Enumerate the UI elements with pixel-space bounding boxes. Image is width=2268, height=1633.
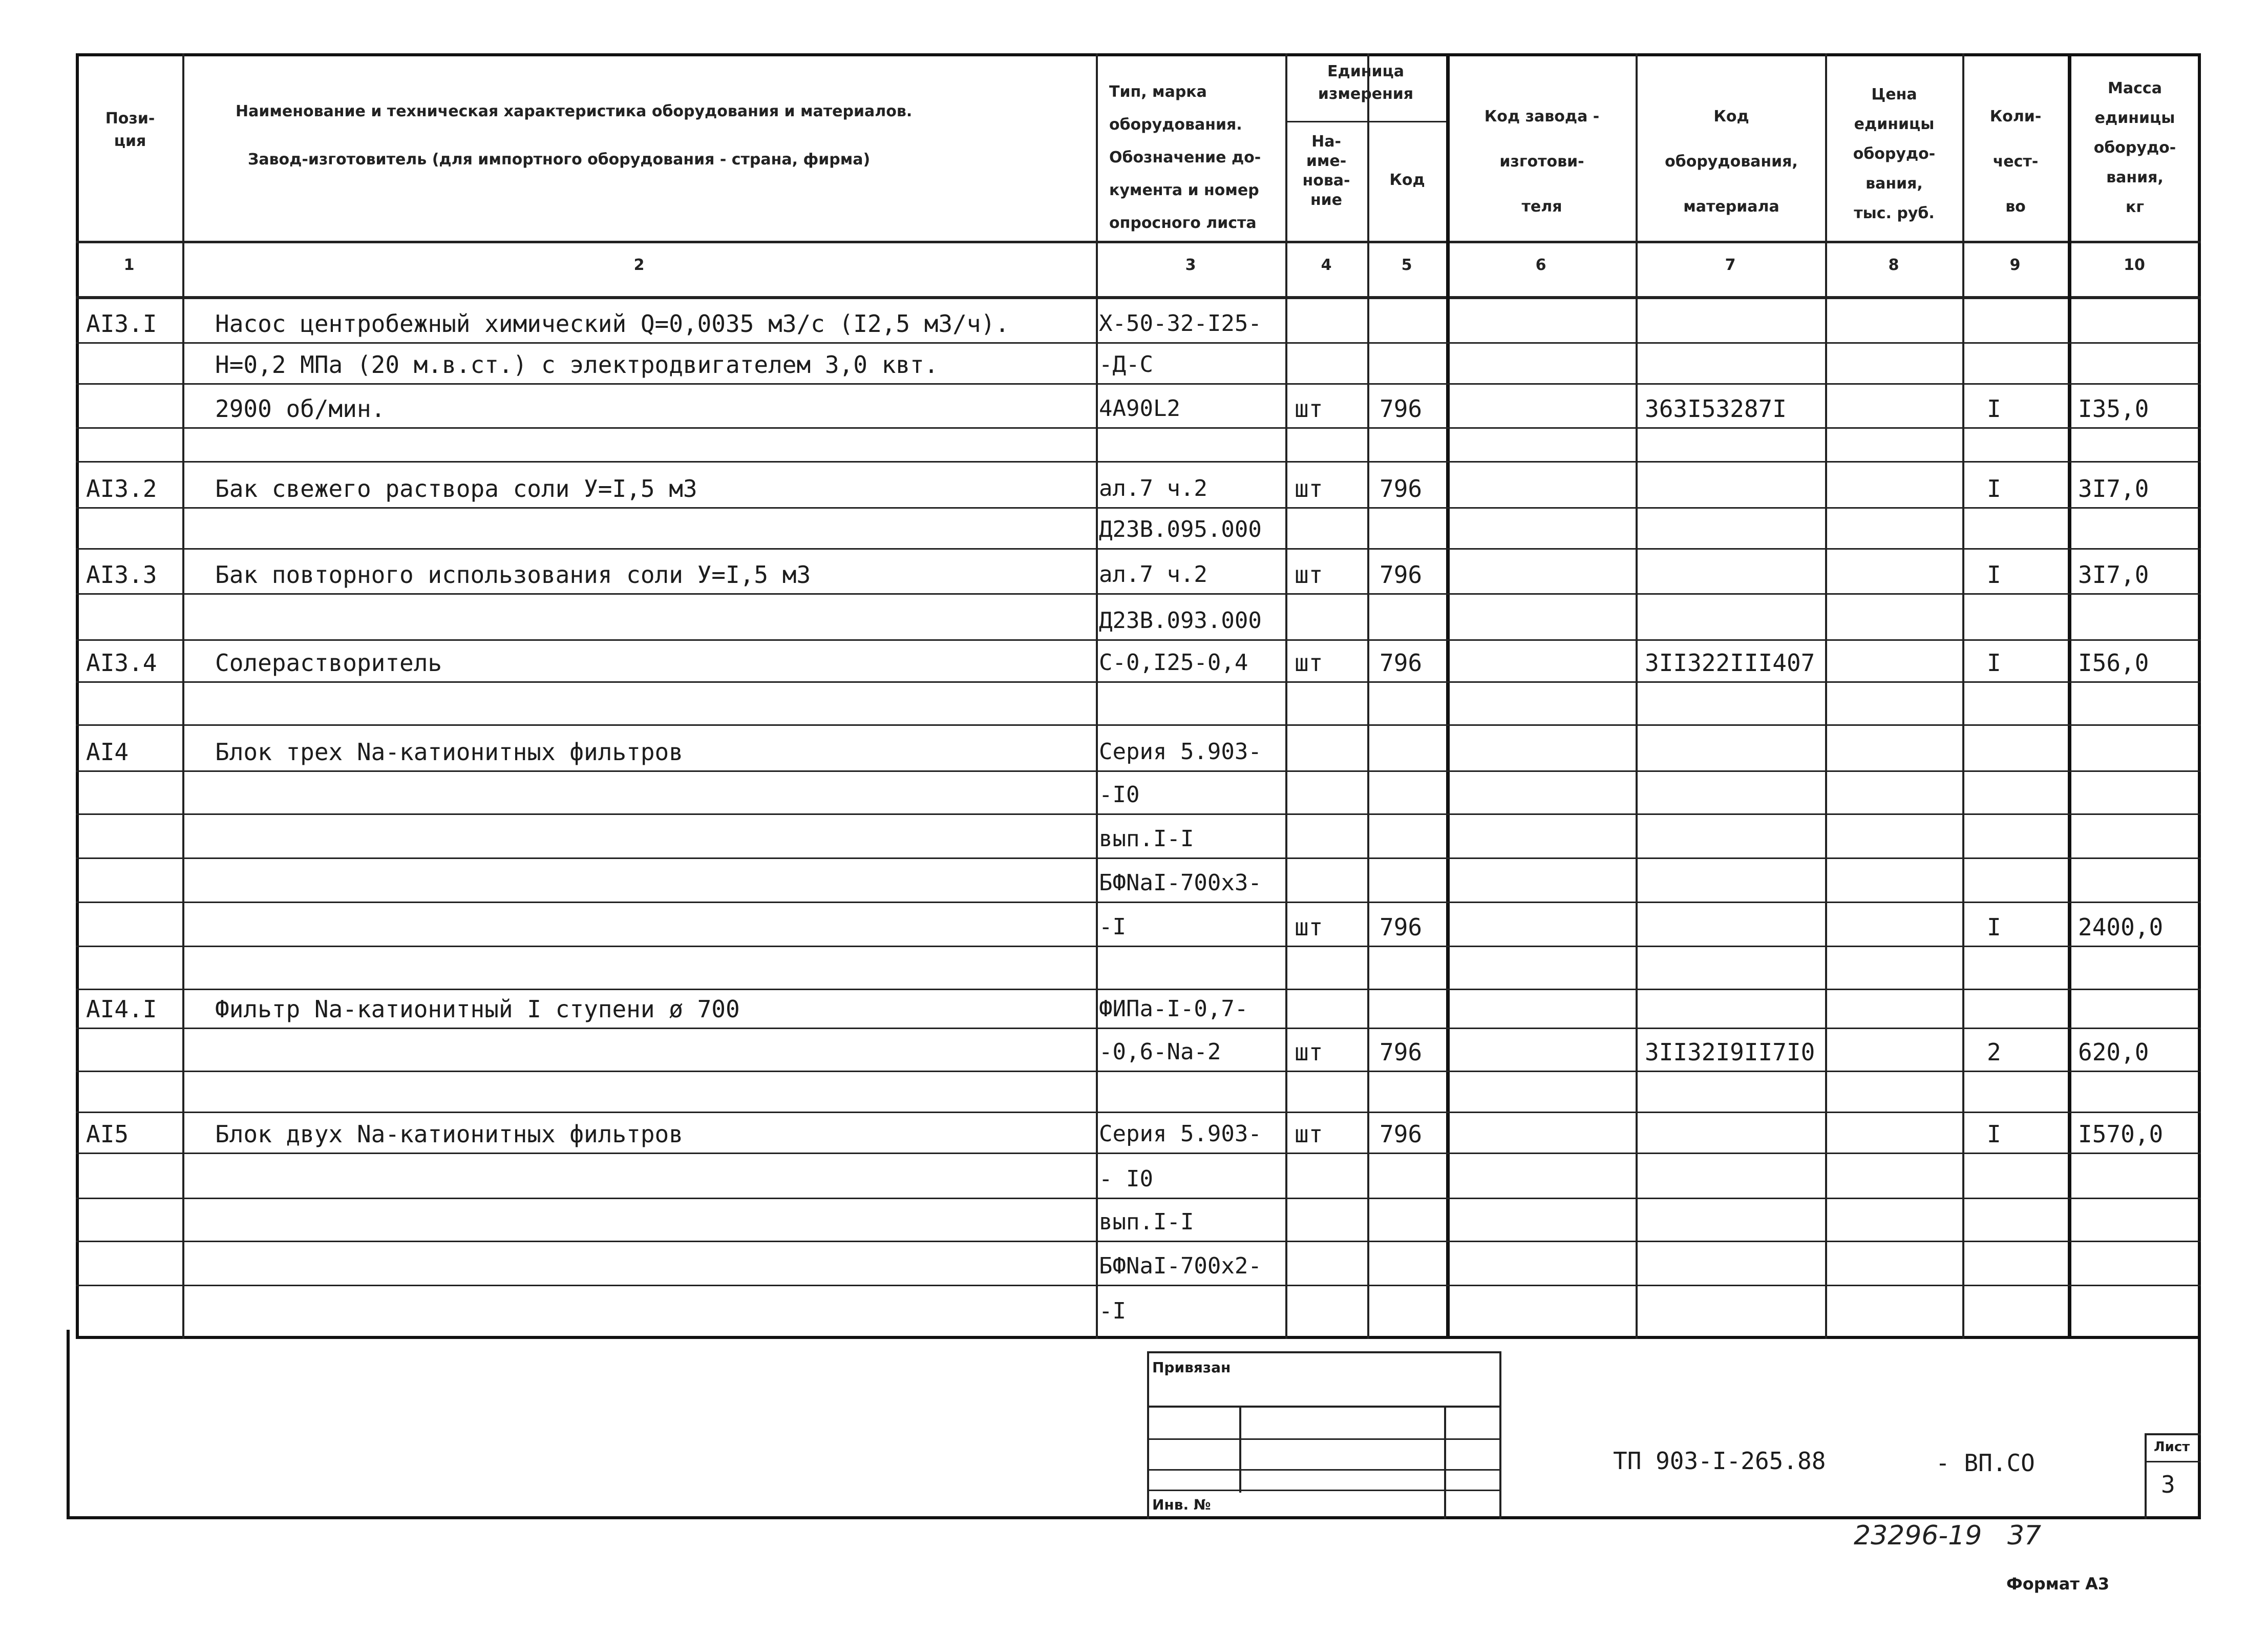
stamp-suffix: - ВП.СО <box>1936 1449 2035 1477</box>
unit-code-cell: 796 <box>1380 1038 1423 1066</box>
sheet-box-left <box>2145 1433 2147 1519</box>
row-divider <box>76 1112 2201 1113</box>
sheet-label: Лист <box>2154 1439 2190 1455</box>
unit-name-cell: шт <box>1295 561 1323 589</box>
handwritten-inventory: 23296-19 37 <box>1854 1520 2042 1551</box>
stamp-designation: ТП 903-I-265.88 <box>1613 1447 1826 1475</box>
type-cell: БФNaI-700х2- <box>1099 1253 1262 1279</box>
header-name-line1: Наименование и техническая характеристика оборудования и материалов. <box>236 102 913 120</box>
mass-cell: 2400,0 <box>2078 913 2164 941</box>
row-divider <box>76 902 2201 903</box>
stamp-inv-number: Инв. № <box>1152 1496 1211 1513</box>
type-cell: ал.7 ч.2 <box>1099 561 1207 588</box>
row-divider <box>76 1241 2201 1242</box>
quantity-cell: I <box>1987 1120 2001 1148</box>
name-cell: Блок трех Na-катионитных фильтров <box>215 738 683 766</box>
mass-cell: I570,0 <box>2078 1120 2164 1148</box>
name-cell: Блок двух Na-катионитных фильтров <box>215 1120 683 1148</box>
column-divider <box>1285 53 1287 1339</box>
equipment-code-cell: 3II32I9II7I0 <box>1645 1038 1815 1066</box>
header-quantity: Коли- чест- во <box>1989 108 2042 216</box>
header-rule <box>76 241 2201 243</box>
row-divider <box>76 770 2201 772</box>
type-cell: вып.I-I <box>1099 826 1194 852</box>
row-divider <box>76 593 2201 595</box>
unit-code-cell: 796 <box>1380 649 1423 677</box>
row-divider <box>76 1198 2201 1199</box>
name-cell: Насос центробежный химический Q=0,0035 м3/с (I2,5 м3/ч). <box>215 310 1009 338</box>
type-cell: 4А90L2 <box>1099 395 1180 422</box>
row-divider <box>76 639 2201 641</box>
unit-name-cell: шт <box>1295 1120 1323 1148</box>
column-divider <box>1825 53 1827 1339</box>
position-cell: АI4.I <box>86 995 157 1023</box>
sheet-number: 3 <box>2161 1471 2175 1498</box>
column-number: 9 <box>2009 256 2021 274</box>
numbers-rule <box>76 296 2201 299</box>
unit-name-cell: шт <box>1295 395 1323 423</box>
column-number: 10 <box>2124 256 2145 274</box>
stamp-rule-2 <box>1147 1406 1501 1408</box>
header-type: Тип, марка оборудования. Обозначение до- кумента и номер опросного листа <box>1109 83 1261 232</box>
unit-name-cell: шт <box>1295 649 1323 677</box>
row-divider <box>76 813 2201 815</box>
type-cell: Д23В.093.000 <box>1099 608 1262 634</box>
name-cell: Бак повторного использования соли У=I,5 м3 <box>215 561 811 589</box>
type-cell: - I0 <box>1099 1166 1153 1192</box>
column-number: 2 <box>633 256 645 274</box>
type-cell: -I0 <box>1099 782 1140 808</box>
unit-name-cell: шт <box>1295 913 1323 941</box>
type-cell: -Д-С <box>1099 351 1153 378</box>
row-divider <box>76 1028 2201 1029</box>
header-unit-group: Единица измерения <box>1318 62 1414 103</box>
name-cell: 2900 об/мин. <box>215 395 386 423</box>
mass-cell: 620,0 <box>2078 1038 2149 1066</box>
position-cell: АI5 <box>86 1120 129 1148</box>
column-divider <box>1636 53 1638 1339</box>
stamp-privyazan: Привязан <box>1152 1359 1231 1376</box>
equipment-code-cell: 3II322III407 <box>1645 649 1815 677</box>
quantity-cell: I <box>1987 475 2001 503</box>
position-cell: АI3.I <box>86 310 157 338</box>
stamp-right <box>1499 1351 1501 1519</box>
stamp-col-1 <box>1239 1406 1241 1493</box>
sheet-box-mid <box>2145 1461 2201 1462</box>
position-cell: АI3.4 <box>86 649 157 677</box>
row-divider <box>76 427 2201 429</box>
quantity-cell: I <box>1987 561 2001 589</box>
header-unit-code: Код <box>1389 171 1425 189</box>
type-cell: ФИПа-I-0,7- <box>1099 996 1248 1022</box>
row-divider <box>76 383 2201 385</box>
column-divider <box>1446 53 1450 1339</box>
row-divider <box>76 681 2201 683</box>
name-cell: Н=0,2 МПа (20 м.в.ст.) с электродвигателем 3,0 квт. <box>215 351 939 379</box>
column-number: 1 <box>123 256 135 274</box>
column-number: 7 <box>1725 256 1736 274</box>
row-divider <box>76 724 2201 726</box>
column-divider <box>2068 53 2071 1339</box>
unit-code-cell: 796 <box>1380 561 1423 589</box>
type-cell: ал.7 ч.2 <box>1099 475 1207 501</box>
header-factory-code: Код завода - изготови- теля <box>1484 108 1600 216</box>
column-number: 6 <box>1535 256 1546 274</box>
row-divider <box>76 989 2201 990</box>
type-cell: БФNaI-700х3- <box>1099 870 1262 896</box>
equipment-code-cell: 363I53287I <box>1645 395 1787 423</box>
header-position: Пози- ция <box>105 110 155 150</box>
row-divider <box>76 1285 2201 1286</box>
quantity-cell: 2 <box>1987 1038 2001 1066</box>
row-divider <box>76 507 2201 509</box>
unit-subheader-rule <box>1285 121 1446 122</box>
mass-cell: 3I7,0 <box>2078 475 2149 503</box>
name-cell: Фильтр Na-катионитный I ступени ø 700 <box>215 995 740 1023</box>
stamp-col-2 <box>1444 1406 1446 1519</box>
unit-code-cell: 796 <box>1380 1120 1423 1148</box>
header-unit-name: На- име- нова- ние <box>1302 133 1350 209</box>
column-number: 3 <box>1185 256 1196 274</box>
unit-name-cell: шт <box>1295 475 1323 503</box>
position-cell: АI4 <box>86 738 129 766</box>
unit-code-cell: 796 <box>1380 395 1423 423</box>
column-divider <box>182 53 184 1339</box>
format-label: Формат А3 <box>2006 1574 2110 1594</box>
row-divider <box>76 1071 2201 1072</box>
position-cell: АI3.2 <box>86 475 157 503</box>
type-cell: -I <box>1099 914 1126 940</box>
column-divider <box>1096 53 1098 1339</box>
header-price: Цена единицы оборудо- вания, тыс. руб. <box>1853 86 1936 222</box>
mass-cell: I35,0 <box>2078 395 2149 423</box>
header-name-line2: Завод-изготовитель (для импортного оборудования - страна, фирма) <box>248 151 871 169</box>
type-cell: вып.I-I <box>1099 1209 1194 1235</box>
mass-cell: 3I7,0 <box>2078 561 2149 589</box>
name-cell: Солерастворитель <box>215 649 442 677</box>
column-divider <box>1962 53 1964 1339</box>
row-divider <box>76 461 2201 463</box>
unit-subdivider <box>1367 121 1369 1339</box>
quantity-cell: I <box>1987 395 2001 423</box>
row-divider <box>76 342 2201 344</box>
row-divider <box>76 1153 2201 1154</box>
unit-code-cell: 796 <box>1380 475 1423 503</box>
type-cell: С-0,I25-0,4 <box>1099 650 1248 676</box>
type-cell: Д23В.095.000 <box>1099 516 1262 542</box>
type-cell: Серия 5.903- <box>1099 1121 1262 1147</box>
row-divider <box>76 857 2201 859</box>
stamp-rule-4 <box>1147 1469 1501 1471</box>
column-number: 4 <box>1321 256 1332 274</box>
bottom-frame <box>67 1330 2201 1519</box>
mass-cell: I56,0 <box>2078 649 2149 677</box>
header-equipment-code: Код оборудования, материала <box>1665 108 1798 216</box>
header-mass: Масса единицы оборудо- вания, кг <box>2093 79 2176 216</box>
unit-code-cell: 796 <box>1380 913 1423 941</box>
type-cell: -0,6-Na-2 <box>1099 1039 1221 1065</box>
position-cell: АI3.3 <box>86 561 157 589</box>
row-divider <box>76 548 2201 550</box>
name-cell: Бак свежего раствора соли У=I,5 м3 <box>215 475 697 503</box>
stamp-left <box>1147 1351 1149 1519</box>
type-cell: Серия 5.903- <box>1099 739 1262 765</box>
quantity-cell: I <box>1987 649 2001 677</box>
row-divider <box>76 946 2201 947</box>
type-cell: Х-50-32-I25- <box>1099 310 1262 337</box>
column-number: 5 <box>1401 256 1412 274</box>
quantity-cell: I <box>1987 913 2001 941</box>
column-number: 8 <box>1888 256 1899 274</box>
unit-name-cell: шт <box>1295 1038 1323 1066</box>
stamp-rule-3 <box>1147 1438 1501 1440</box>
type-cell: -I <box>1099 1298 1126 1324</box>
